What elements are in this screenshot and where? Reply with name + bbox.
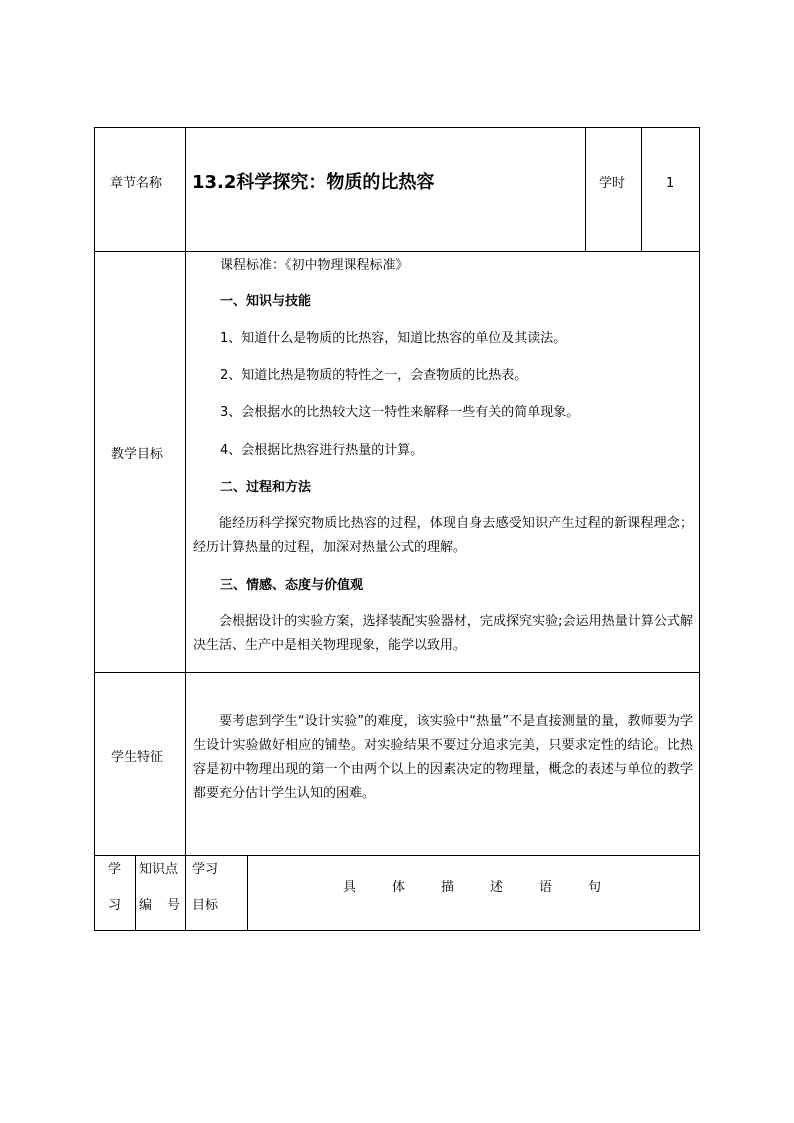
knowledge-point-number-b: 号 [167, 898, 181, 913]
table-border-right [699, 127, 700, 931]
objective-item: 3、会根据水的比热较大这一特性来解释一些有关的简单现象。 [220, 405, 580, 420]
description-header [343, 880, 637, 896]
description-char: 语 [539, 880, 553, 895]
objective-item: 1、知道什么是物质的比热容，知道比热容的单位及其读法。 [220, 331, 567, 346]
description-char: 具 [343, 880, 357, 895]
objective-item: 2、知道比热是物质的特性之一，会查物质的比热表。 [220, 368, 528, 383]
section-process-title: 二、过程和方法 [220, 480, 312, 495]
section-process-text: 能经历科学探究物质比热容的过程，体现自身去感受知识产生过程的新课程理念；经历计算热量的过程，加深对热量公式的理解。 [193, 516, 693, 555]
label-column-divider [185, 127, 186, 931]
learning-col-line2: 习 [108, 898, 122, 913]
section-knowledge-title: 一、知识与技能 [220, 294, 312, 309]
learning-goal-line2: 目标 [192, 898, 219, 913]
learning-goal-line1: 学习 [192, 862, 219, 877]
header-divider-hours-value [641, 127, 642, 251]
knowledge-point-number-a: 编 [139, 898, 153, 913]
chapter-title: 13.2科学探究：物质的比热容 [192, 172, 435, 193]
description-char: 体 [392, 880, 406, 895]
hours-label: 学时 [599, 176, 626, 191]
objectives-label: 教学目标 [111, 447, 164, 462]
table-border-left [94, 127, 95, 931]
course-standard: 课程标准：《初中物理课程标准》 [220, 258, 409, 273]
header-divider-hours-label [585, 127, 586, 251]
description-char: 描 [441, 880, 455, 895]
bottom-divider-col1 [135, 855, 136, 930]
students-label: 学生特征 [111, 750, 164, 765]
objective-item: 4、会根据比热容进行热量的计算。 [220, 443, 424, 458]
learning-col-line1: 学 [108, 862, 122, 877]
section-attitude-text: 会根据设计的实验方案，选择装配实验器材，完成探究实验;会运用热量计算公式解决生活、生产中是相关物理现象，能学以致用。 [193, 614, 693, 653]
section-attitude-title: 三、情感、态度与价值观 [220, 578, 364, 593]
description-char: 述 [490, 880, 504, 895]
bottom-divider-col3 [247, 855, 248, 930]
description-char: 句 [588, 880, 602, 895]
hours-value: 1 [666, 176, 675, 191]
students-text: 要考虑到学生“设计实验”的难度，该实验中“热量”不是直接测量的量，教师要为学生设计实验做好相应的铺垫。对实验结果不要过分追求完美，只要求定性的结论。比热容是初中物理出现的第一个由两个以上的因素决定的物理量，概念的表述与单位的教学都要充分估计学生认知的困难。 [193, 714, 693, 801]
knowledge-point-line1: 知识点 [139, 862, 179, 877]
chapter-label: 章节名称 [110, 176, 163, 191]
